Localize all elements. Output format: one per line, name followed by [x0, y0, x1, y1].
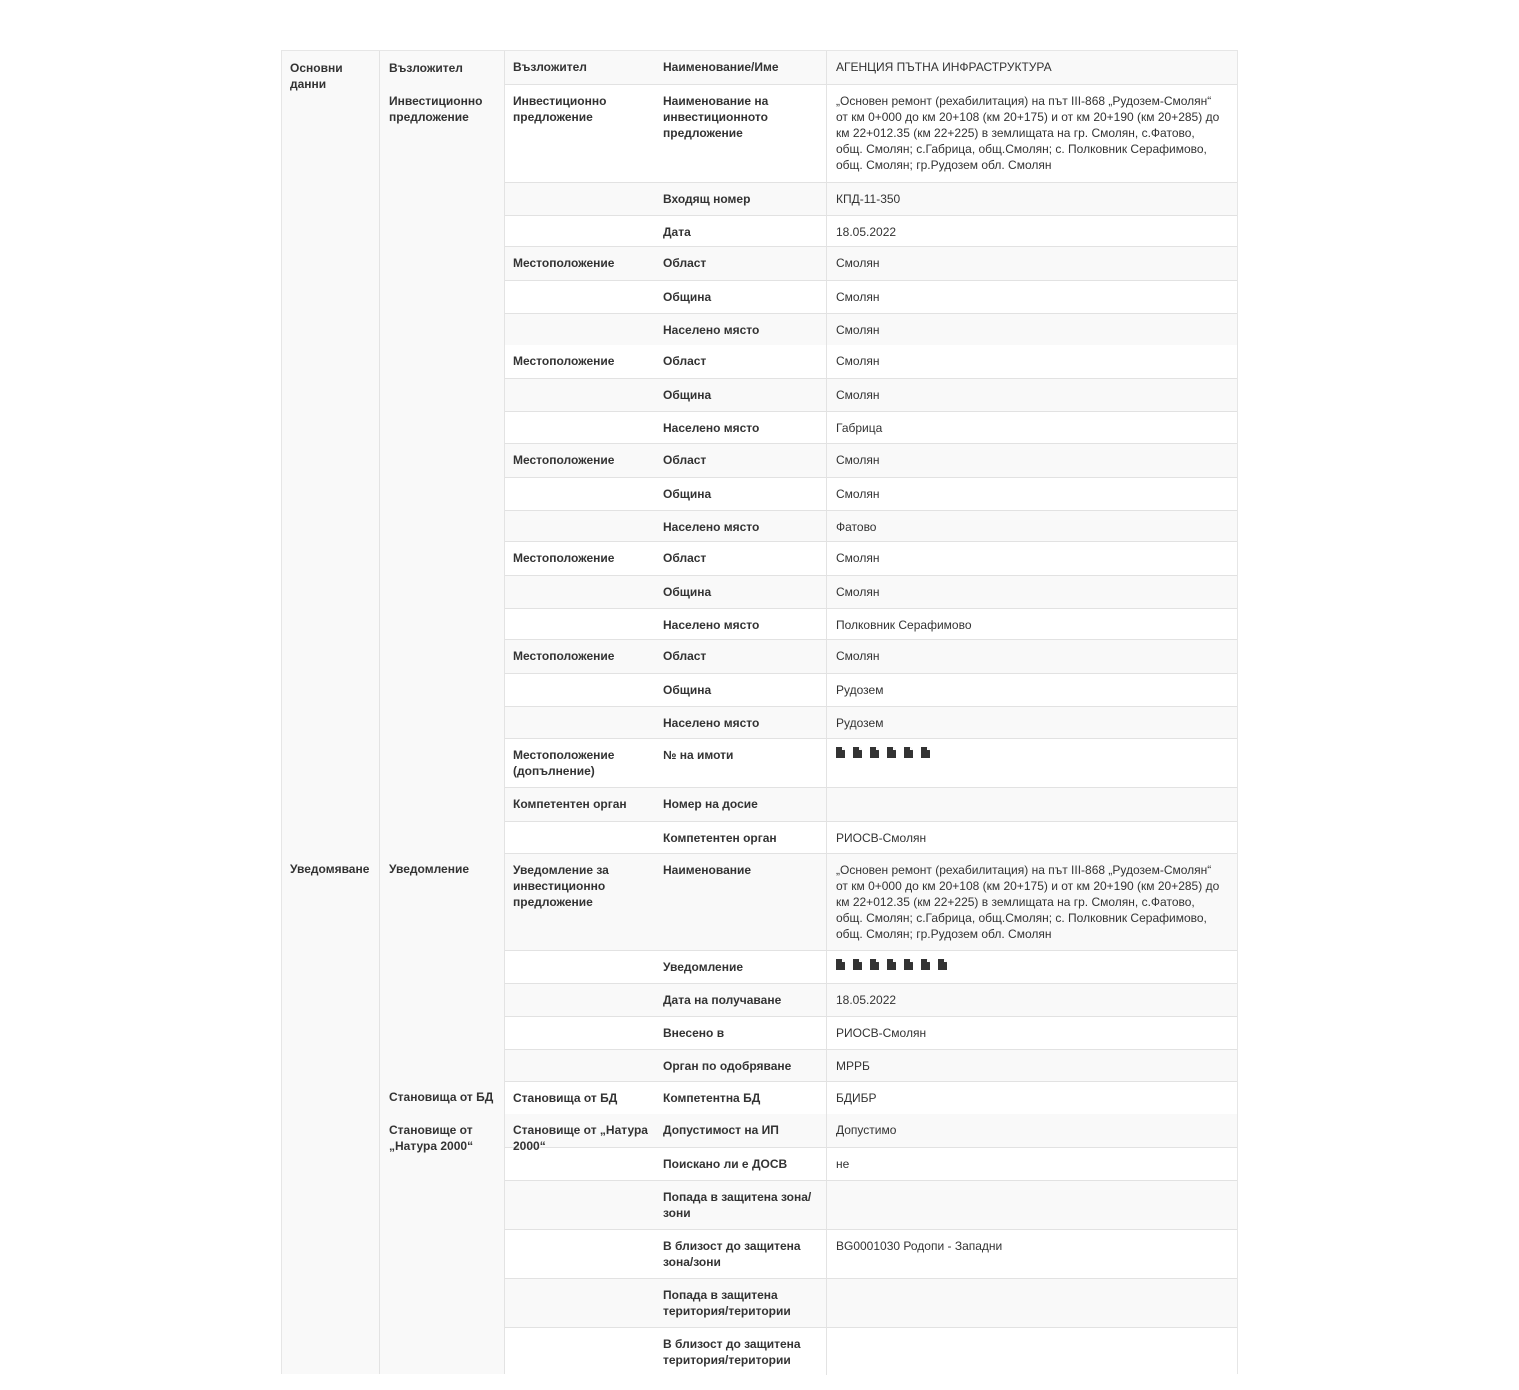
- group-location-extra: [505, 738, 1237, 788]
- region-value: Смолян: [836, 551, 880, 565]
- level2-proposal: Инвестиционно предложение: [389, 94, 483, 124]
- field-label: Наименование: [663, 863, 752, 877]
- dosv-requested-value: не: [836, 1157, 850, 1171]
- group-location: [505, 246, 1237, 346]
- admissibility-value: Допустимо: [836, 1123, 897, 1137]
- table-row: [505, 575, 1237, 608]
- table-row: [505, 1229, 1237, 1278]
- file-icon[interactable]: [853, 747, 862, 758]
- group-proposal: [505, 84, 1237, 247]
- field-label: Уведомление: [663, 960, 744, 974]
- field-label: Номер на досие: [663, 797, 758, 811]
- group-label: Инвестиционно предложение: [513, 94, 607, 124]
- group-label: Местоположение: [513, 453, 615, 467]
- group-location: [505, 639, 1237, 738]
- field-label: Община: [663, 290, 712, 304]
- notification-title-value: „Основен ремонт (рехабилитация) на път III-868 „Рудозем-Смолян“ от км 0+000 до км 20+108 (км 20+175) и от км 20+190 (км 20+285) до км 22+012.35 (км 22+225) в землищата на гр. Смолян, с.Фатово, общ. Смолян; с.Габрица, общ.Смолян; с. Полковник Серафимово, общ. Смолян; гр.Рудозем обл. Смолян: [836, 863, 1220, 941]
- file-icon[interactable]: [938, 959, 947, 970]
- table-row: [505, 182, 1237, 215]
- field-label: Област: [663, 354, 707, 368]
- file-icon[interactable]: [870, 747, 879, 758]
- table-row: [505, 280, 1237, 313]
- field-label: Компетентна БД: [663, 1091, 761, 1105]
- field-label: Наименование на инвестиционното предложение: [663, 94, 769, 140]
- field-label: Община: [663, 388, 712, 402]
- notification-files: [836, 959, 1222, 970]
- group-location: [505, 541, 1237, 640]
- group-bd-opinions: [505, 1081, 1237, 1115]
- field-label: В близост до защитена зона/зони: [663, 1239, 801, 1269]
- field-label: Населено място: [663, 323, 760, 337]
- level2-client: Възложител: [389, 61, 463, 75]
- table-row: [505, 983, 1237, 1016]
- field-label: Допустимост на ИП: [663, 1123, 779, 1137]
- field-label: Населено място: [663, 421, 760, 435]
- field-label: Област: [663, 256, 707, 270]
- group-location: [505, 345, 1237, 443]
- field-label: Област: [663, 649, 707, 663]
- date-value: 18.05.2022: [836, 225, 897, 239]
- field-label: Населено място: [663, 618, 760, 632]
- settlement-value: Фатово: [836, 520, 877, 534]
- table-row: [505, 313, 1237, 346]
- file-icon[interactable]: [887, 959, 896, 970]
- group-client: [505, 51, 1237, 84]
- region-value: Смолян: [836, 354, 880, 368]
- field-label: Община: [663, 487, 712, 501]
- settlement-value: Габрица: [836, 421, 883, 435]
- municipality-value: Смолян: [836, 290, 880, 304]
- table-row: [505, 1016, 1237, 1049]
- section-main-data: Основни данни: [290, 61, 343, 91]
- field-label: Поискано ли е ДОСВ: [663, 1157, 788, 1171]
- file-icon[interactable]: [921, 747, 930, 758]
- settlement-value: Рудозем: [836, 716, 884, 730]
- level2-notification: Уведомление: [389, 862, 470, 876]
- group-notification: [505, 853, 1237, 1082]
- field-label: Община: [663, 683, 712, 697]
- file-icon[interactable]: [836, 747, 845, 758]
- field-label: Внесено в: [663, 1026, 725, 1040]
- table-row: [505, 477, 1237, 510]
- field-label: Дата на получаване: [663, 993, 782, 1007]
- table-row: [505, 1049, 1237, 1082]
- table-row: [505, 1327, 1237, 1375]
- near-protected-zone-value: BG0001030 Родопи - Западни: [836, 1239, 1003, 1253]
- field-label: Община: [663, 585, 712, 599]
- table-row: [505, 950, 1237, 983]
- project-data-table: [281, 50, 1238, 1374]
- table-row: [505, 706, 1237, 739]
- file-icon[interactable]: [887, 747, 896, 758]
- competent-bd-value: БДИБР: [836, 1091, 877, 1105]
- file-icon[interactable]: [904, 747, 913, 758]
- group-label: Местоположение: [513, 649, 615, 663]
- field-label: Дата: [663, 225, 691, 239]
- field-label: Населено място: [663, 520, 760, 534]
- group-location: [505, 443, 1237, 542]
- municipality-value: Смолян: [836, 585, 880, 599]
- file-icon[interactable]: [904, 959, 913, 970]
- section-notification: Уведомяване: [290, 862, 370, 876]
- field-label: Наименование/Име: [663, 60, 779, 74]
- submitted-in-value: РИОСВ-Смолян: [836, 1026, 927, 1040]
- file-icon[interactable]: [853, 959, 862, 970]
- group-label: Местоположение (допълнение): [513, 748, 615, 778]
- field-label: В близост до защитена територия/територии: [663, 1337, 801, 1367]
- field-label: Населено място: [663, 716, 760, 730]
- municipality-value: Смолян: [836, 487, 880, 501]
- table-row: [505, 821, 1237, 854]
- authority-value: РИОСВ-Смолян: [836, 831, 927, 845]
- file-icon[interactable]: [836, 959, 845, 970]
- property-files: [836, 747, 1222, 758]
- table-row: [505, 411, 1237, 444]
- table-row: [505, 673, 1237, 706]
- field-label: Входящ номер: [663, 192, 751, 206]
- field-label: Компетентен орган: [663, 831, 777, 845]
- municipality-value: Смолян: [836, 388, 880, 402]
- column-divider: [379, 51, 380, 1374]
- municipality-value: Рудозем: [836, 683, 884, 697]
- field-label: № на имоти: [663, 748, 734, 762]
- file-icon[interactable]: [870, 959, 879, 970]
- settlement-value: Полковник Серафимово: [836, 618, 972, 632]
- field-label: Орган по одобряване: [663, 1059, 792, 1073]
- receipt-date-value: 18.05.2022: [836, 993, 897, 1007]
- settlement-value: Смолян: [836, 323, 880, 337]
- file-icon[interactable]: [921, 959, 930, 970]
- region-value: Смолян: [836, 649, 880, 663]
- group-authority: [505, 787, 1237, 854]
- incoming-no-value: КПД-11-350: [836, 192, 901, 206]
- region-value: Смолян: [836, 453, 880, 467]
- group-label: Становище от „Натура 2000“: [513, 1123, 648, 1153]
- field-label: Попада в защитена територия/територии: [663, 1288, 791, 1318]
- proposal-name-value: „Основен ремонт (рехабилитация) на път III-868 „Рудозем-Смолян“ от км 0+000 до км 20+108 (км 20+175) и от км 20+190 (км 20+285) до км 22+012.35 (км 22+225) в землищата на гр. Смолян, с.Фатово, общ. Смолян; с.Габрица, общ.Смолян; с. Полковник Серафимово, общ. Смолян; гр.Рудозем обл. Смолян: [836, 94, 1220, 172]
- table-row: [505, 1180, 1237, 1229]
- field-label: Област: [663, 551, 707, 565]
- table-row: [505, 215, 1237, 247]
- table-row: [505, 378, 1237, 411]
- group-natura-opinion: [505, 1114, 1237, 1375]
- field-label: Област: [663, 453, 707, 467]
- client-name-value: АГЕНЦИЯ ПЪТНА ИНФРАСТРУКТУРА: [836, 60, 1052, 74]
- level2-natura-opinion: Становище от „Натура 2000“: [389, 1123, 474, 1153]
- region-value: Смолян: [836, 256, 880, 270]
- group-label: Уведомление за инвестиционно предложение: [513, 863, 609, 909]
- field-label: Попада в защитена зона/зони: [663, 1190, 812, 1220]
- group-label: Местоположение: [513, 551, 615, 565]
- table-row: [505, 608, 1237, 641]
- group-label: Компетентен орган: [513, 797, 627, 811]
- group-label: Местоположение: [513, 256, 615, 270]
- approval-body-value: МРРБ: [836, 1059, 870, 1073]
- group-label: Местоположение: [513, 354, 615, 368]
- group-label: Становища от БД: [513, 1091, 618, 1105]
- level2-bd-opinions: Становища от БД: [389, 1090, 494, 1104]
- table-row: [505, 510, 1237, 543]
- group-label: Възложител: [513, 60, 587, 74]
- table-row: [505, 1278, 1237, 1327]
